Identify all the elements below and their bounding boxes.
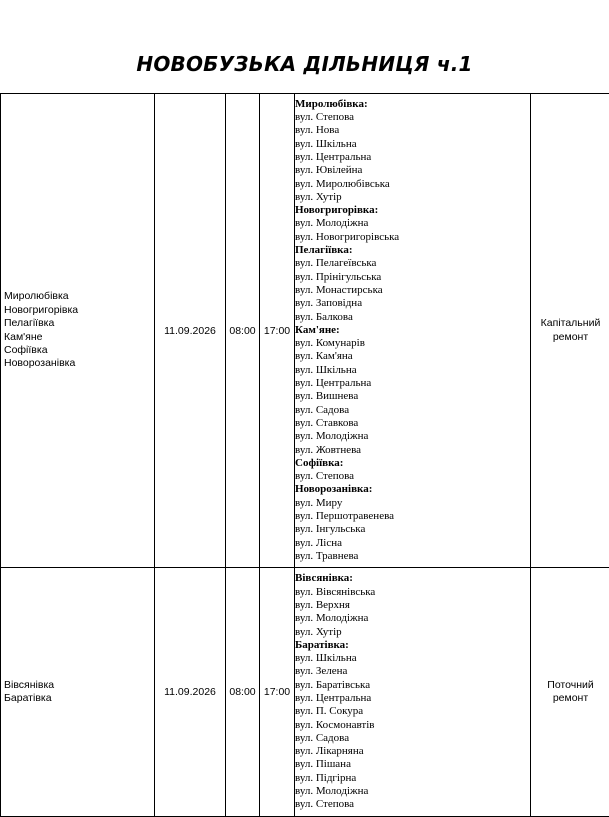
street-item: вул. Монастирська [295,284,530,297]
work-type [531,679,609,706]
street-group-name: Миролюбівка: [295,98,530,111]
work-type-line: Капітальний [531,317,609,330]
street-item: вул. Молодіжна [295,785,530,798]
streets-cell [295,94,531,568]
street-item: вул. Молодіжна [295,217,530,230]
street-item: вул. Центральна [295,377,530,390]
end-time-cell: 17:00 [260,568,295,817]
street-item: вул. Ювілейна [295,164,530,177]
village-name: Кам'яне [4,331,154,344]
street-group-name: Вівсянівка: [295,572,530,585]
street-item: вул. Жовтнева [295,444,530,457]
street-item: вул. Ставкова [295,417,530,430]
village-name: Пелагіївка [4,317,154,330]
street-item: вул. Підгірна [295,772,530,785]
street-item: вул. Прiнiгульська [295,271,530,284]
work-type [531,317,609,344]
schedule-body [1,94,609,817]
street-item: вул. Лісна [295,537,530,550]
street-item: вул. Травнева [295,550,530,563]
street-item: вул. Вишнева [295,390,530,403]
village-list [1,679,154,706]
street-group-name: Новорозанівка: [295,483,530,496]
street-item: вул. Верхня [295,599,530,612]
villages-cell [1,568,155,817]
village-name: Новогригорівка [4,304,154,317]
street-group-name: Кам'яне: [295,324,530,337]
street-item: вул. П. Сокура [295,705,530,718]
start-time-cell: 08:00 [226,94,260,568]
street-item: вул. Садова [295,732,530,745]
street-item: вул. Хутір [295,626,530,639]
street-item: вул. Вівсянівська [295,586,530,599]
villages-cell [1,94,155,568]
street-item: вул. Лікарняна [295,745,530,758]
street-item: вул. Миру [295,497,530,510]
street-item: вул. Садова [295,404,530,417]
street-item: вул. Космонавтів [295,719,530,732]
street-item: вул. Зелена [295,665,530,678]
street-item: вул. Молодіжна [295,430,530,443]
work-type-cell [531,94,609,568]
street-group-name: Баратівка: [295,639,530,652]
work-type-line: ремонт [531,692,609,705]
work-type-cell [531,568,609,817]
street-item: вул. Миролюбівська [295,178,530,191]
date-cell: 11.09.2026 [155,94,226,568]
street-item: вул. Центральна [295,151,530,164]
street-item: вул. Балкова [295,311,530,324]
street-item: вул. Хутір [295,191,530,204]
street-item: вул. Комунарів [295,337,530,350]
end-time-cell: 17:00 [260,94,295,568]
schedule-table [0,93,609,817]
village-name: Новорозанівка [4,357,154,370]
street-item: вул. Баратівська [295,679,530,692]
street-item: вул. Кам'яна [295,350,530,363]
page-title: НОВОБУЗЬКА ДІЛЬНИЦЯ ч.1 [0,49,609,79]
streets-cell [295,568,531,817]
street-item: вул. Пелагеївська [295,257,530,270]
start-time-cell: 08:00 [226,568,260,817]
work-type-line: ремонт [531,331,609,344]
date-cell: 11.09.2026 [155,568,226,817]
street-item: вул. Інгульська [295,523,530,536]
street-item: вул. Молодіжна [295,612,530,625]
village-list [1,290,154,370]
village-name: Баратівка [4,692,154,705]
street-item: вул. Заповідна [295,297,530,310]
table-row [1,568,609,817]
village-name: Софіївка [4,344,154,357]
street-group-name: Пелагіївка: [295,244,530,257]
street-item: вул. Степова [295,470,530,483]
village-name: Миролюбівка [4,290,154,303]
street-group-name: Новогригорівка: [295,204,530,217]
street-group-name: Софіївка: [295,457,530,470]
table-row [1,94,609,568]
work-type-line: Поточний [531,679,609,692]
street-item: вул. Шкільна [295,652,530,665]
street-item: вул. Першотравенева [295,510,530,523]
street-item: вул. Шкільна [295,138,530,151]
street-item: вул. Степова [295,798,530,811]
street-item: вул. Нова [295,124,530,137]
street-item: вул. Новогригорівська [295,231,530,244]
street-item: вул. Центральна [295,692,530,705]
street-item: вул. Пішана [295,758,530,771]
street-item: вул. Шкільна [295,364,530,377]
street-item: вул. Степова [295,111,530,124]
village-name: Вівсянівка [4,679,154,692]
